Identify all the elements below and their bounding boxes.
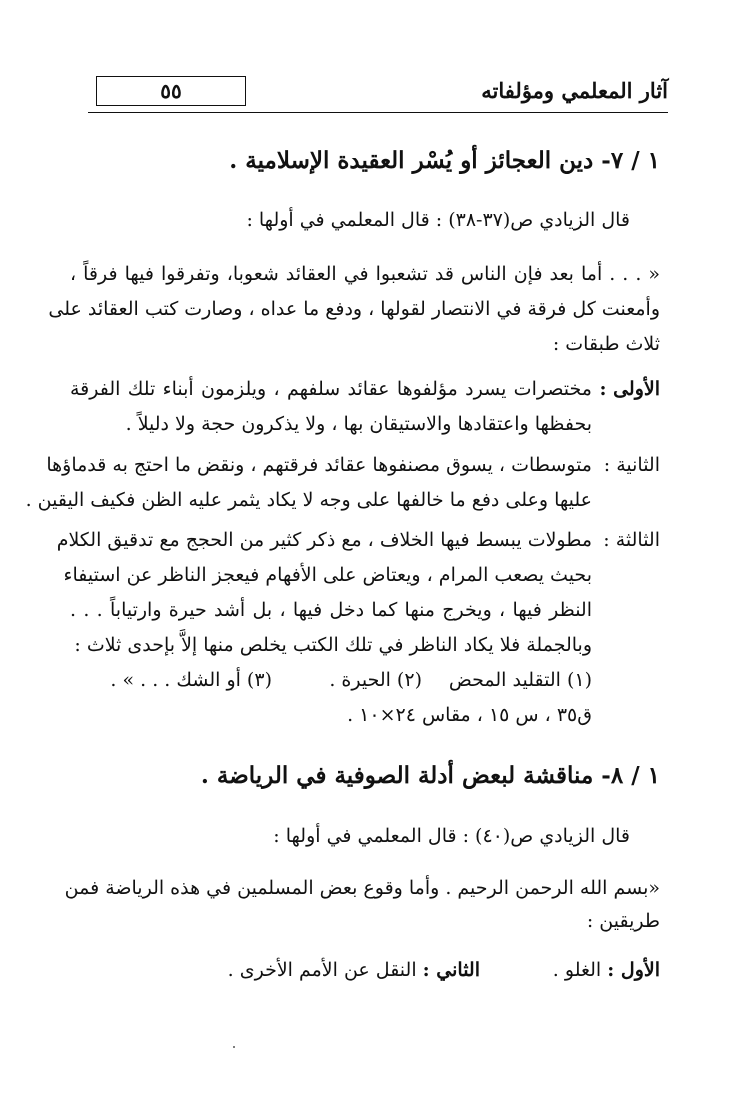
level-text: مختصرات يسرد مؤلفوها عقائد سلفهم ، ويلزمون أبناء تلك الفرقة xyxy=(70,378,592,400)
path-text: الغلو . xyxy=(552,959,602,981)
option-item: (١) التقليد المحض xyxy=(448,669,592,691)
book-title: آثار المعلمي ومؤلفاته xyxy=(481,78,668,103)
intro-line: قال الزيادي ص(٣٧-٣٨) : قال المعلمي في أولها : xyxy=(246,209,630,231)
path-item xyxy=(553,957,660,983)
intro-line: قال الزيادي ص(٤٠) : قال المعلمي في أولها : xyxy=(273,825,630,847)
running-header xyxy=(88,72,668,112)
path-item xyxy=(228,957,480,983)
quote-line: «بسم الله الرحمن الرحيم . وأما وقوع بعض المسلمين في هذه الرياضة فمن xyxy=(64,877,660,899)
section-heading: ١ / ٨- مناقشة لبعض أدلة الصوفية في الرياضة . xyxy=(200,762,660,789)
section-heading: ١ / ٧- دين العجائز أو يُسْر العقيدة الإسلامية . xyxy=(229,147,660,174)
level-text: مطولات يبسط فيها الخلاف ، مع ذكر كثير من الحجج مع تدقيق الكلام xyxy=(56,529,592,551)
option-item: (٢) الحيرة . xyxy=(329,669,422,691)
path-text: النقل عن الأمم الأخرى . xyxy=(227,959,417,981)
option-item: (٣) أو الشك . . . » . xyxy=(110,669,272,691)
page-number: ٥٥ xyxy=(96,76,246,106)
level-label: الثانية : xyxy=(603,454,660,476)
quote-line: ثلاث طبقات : xyxy=(552,333,660,355)
level-text: النظر فيها ، ويخرج منها كما دخل فيها ، بل أشد حيرة وارتياباً . . . xyxy=(70,599,592,621)
level-text: عليها وعلى دفع ما خالفها على وجه لا يكاد يثمر عليه الظن فكيف اليقين . xyxy=(25,489,592,511)
level-text: بحيث يصعب المرام ، ويعتاض على الأفهام فيعجز الناظر عن استيفاء xyxy=(63,564,592,586)
path-label: الثاني : xyxy=(422,959,480,981)
level-label: الأولى : xyxy=(599,378,660,400)
level-text: متوسطات ، يسوق مصنفوها عقائد فرقتهم ، ونقض ما احتج به قدماؤها xyxy=(46,454,592,476)
scan-speck xyxy=(233,1046,235,1048)
level-text: وبالجملة فلا يكاد الناظر في تلك الكتب يخلص منها إلاَّ بإحدى ثلاث : xyxy=(74,634,592,656)
path-label: الأول : xyxy=(607,959,660,981)
quote-line: « . . . أما بعد فإن الناس قد تشعبوا في العقائد شعوبا، وتفرقوا فيها فرقاً ، xyxy=(70,263,660,285)
level-label: الثالثة : xyxy=(603,529,660,551)
header-rule xyxy=(88,112,668,113)
level-text: بحفظها واعتقادها والاستيقان بها ، ولا يذكرون حجة ولا دليلاً . xyxy=(125,413,592,435)
quote-line: وأمعنت كل فرقة في الانتصار لقولها ، ودفع ما عداه ، وصارت كتب العقائد على xyxy=(48,298,660,320)
quote-line: طريقين : xyxy=(586,910,660,932)
manuscript-info: ق٣٥ ، س ١٥ ، مقاس ٢٤×١٠ . xyxy=(347,704,592,726)
